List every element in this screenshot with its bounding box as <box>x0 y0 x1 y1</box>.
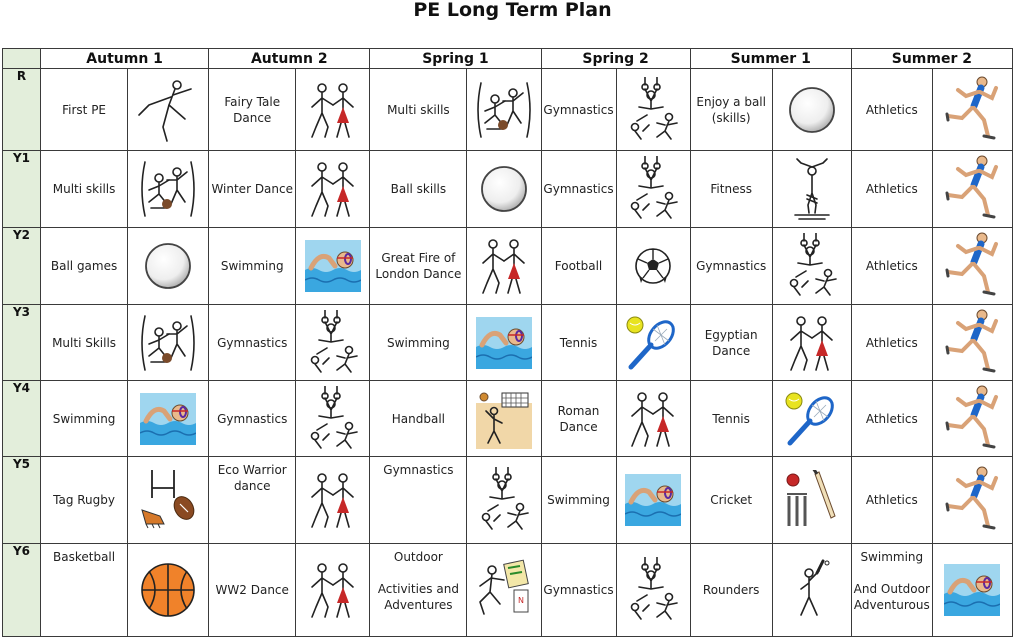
plan-row-y6 <box>3 544 1013 637</box>
runner-icon <box>933 153 1012 225</box>
activity-label: Athletics <box>865 411 918 426</box>
gymnastics-rings-icon <box>296 310 369 376</box>
year-label: Y6 <box>3 544 41 637</box>
activity-picture-cell <box>616 69 690 151</box>
activity-cell-summer-2 <box>851 305 932 381</box>
activity-label: Athletics <box>865 102 918 117</box>
activity-cell-autumn-1 <box>41 151 128 228</box>
activity-picture-cell <box>467 544 541 637</box>
activity-picture-cell <box>616 544 690 637</box>
activity-label: Swimming <box>220 259 284 273</box>
activity-cell-summer-2 <box>851 69 932 151</box>
activity-cell-spring-2 <box>541 457 616 544</box>
ball-icon <box>467 164 540 214</box>
activity-label: Gymnastics <box>383 463 454 477</box>
activity-label: First PE <box>62 102 107 117</box>
activity-cell-spring-1 <box>370 381 467 457</box>
term-header-autumn-2: Autumn 2 <box>209 49 370 69</box>
activity-label: Gymnastics <box>696 259 767 273</box>
activity-picture-cell <box>616 381 690 457</box>
activity-picture-cell <box>932 457 1012 544</box>
activity-picture-cell <box>616 305 690 381</box>
activity-cell-spring-2 <box>541 381 616 457</box>
tennis-icon <box>617 315 690 371</box>
activity-cell-summer-2 <box>851 381 932 457</box>
activity-picture-cell <box>128 544 209 637</box>
activity-label: Egyptian Dance <box>704 327 758 358</box>
activity-picture-cell <box>932 381 1012 457</box>
activity-picture-cell <box>467 228 541 305</box>
activity-cell-summer-2 <box>851 228 932 305</box>
swimmer-icon <box>617 474 690 526</box>
activity-picture-cell <box>296 305 370 381</box>
activity-label: Multi skills <box>52 182 116 196</box>
activity-cell-summer-1 <box>690 544 772 637</box>
activity-label: Gymnastics <box>543 583 614 597</box>
activity-cell-spring-2 <box>541 544 616 637</box>
activity-label: Multi skills <box>387 102 450 117</box>
activity-label: Ball games <box>50 259 118 273</box>
activity-label: Gymnastics <box>543 102 614 117</box>
activity-cell-spring-1 <box>370 305 467 381</box>
activity-picture-cell <box>296 457 370 544</box>
activity-picture-cell <box>932 228 1012 305</box>
couple-dancing-icon <box>617 388 690 450</box>
rounders-icon <box>773 559 851 621</box>
activity-cell-summer-1 <box>690 381 772 457</box>
activity-cell-summer-1 <box>690 228 772 305</box>
activity-label: Ball skills <box>390 182 447 196</box>
activity-label: Basketball <box>53 550 116 564</box>
cricket-icon <box>773 470 851 530</box>
activity-cell-spring-2 <box>541 305 616 381</box>
activity-picture-cell <box>128 457 209 544</box>
couple-dancing-icon <box>467 235 540 297</box>
handball-icon <box>467 389 540 449</box>
activity-picture-cell <box>772 228 851 305</box>
activity-cell-autumn-2 <box>209 151 296 228</box>
runner-icon <box>933 230 1012 302</box>
activity-cell-autumn-2 <box>209 544 296 637</box>
plan-row-y5 <box>3 457 1013 544</box>
activity-picture-cell <box>128 151 209 228</box>
activity-picture-cell <box>772 544 851 637</box>
gymnastics-rings-icon <box>296 386 369 452</box>
gymnastics-rings-icon <box>617 77 690 143</box>
activity-cell-spring-1 <box>370 457 467 544</box>
activity-cell-spring-1 <box>370 228 467 305</box>
couple-dancing-icon <box>296 158 369 220</box>
multi-skills-icon <box>128 312 208 374</box>
plan-row-y4 <box>3 381 1013 457</box>
activity-label: Gymnastics <box>543 182 614 196</box>
activity-cell-summer-1 <box>690 151 772 228</box>
runner-icon <box>933 307 1012 379</box>
basketball-icon <box>128 561 208 619</box>
activity-picture-cell <box>467 151 541 228</box>
term-header-summer-1: Summer 1 <box>690 49 851 69</box>
header-row <box>3 49 1013 69</box>
couple-dancing-icon <box>296 79 369 141</box>
rugby-icon <box>128 468 208 532</box>
activity-label: WW2 Dance <box>215 583 289 597</box>
activity-cell-autumn-1 <box>41 69 128 151</box>
activity-label: Eco Warrior dance <box>217 463 287 493</box>
activity-label: Great Fire of London Dance <box>375 251 462 281</box>
couple-dancing-icon <box>296 469 369 531</box>
activity-label: Swimming And Outdoor Adventurous <box>853 550 930 612</box>
activity-label: Football <box>554 259 603 273</box>
term-header-spring-2: Spring 2 <box>541 49 690 69</box>
orienteering-icon <box>467 558 540 622</box>
activity-label: Cricket <box>710 493 753 507</box>
activity-picture-cell <box>932 544 1012 637</box>
fitness-icon <box>773 157 851 221</box>
activity-picture-cell <box>128 69 209 151</box>
activity-picture-cell <box>772 305 851 381</box>
activity-label: Roman Dance <box>557 403 600 434</box>
activity-label: Athletics <box>865 335 918 350</box>
activity-cell-autumn-2 <box>209 69 296 151</box>
term-header-autumn-1: Autumn 1 <box>41 49 209 69</box>
year-label: Y5 <box>3 457 41 544</box>
activity-picture-cell <box>616 457 690 544</box>
runner-icon <box>933 74 1012 146</box>
activity-cell-autumn-1 <box>41 228 128 305</box>
activity-cell-autumn-2 <box>209 457 296 544</box>
gymnastics-rings-icon <box>773 233 851 299</box>
activity-picture-cell <box>772 69 851 151</box>
activity-picture-cell <box>467 305 541 381</box>
activity-cell-spring-2 <box>541 151 616 228</box>
tennis-icon <box>773 391 851 447</box>
plan-row-y1 <box>3 151 1013 228</box>
activity-picture-cell <box>128 228 209 305</box>
activity-picture-cell <box>296 151 370 228</box>
term-header-spring-1: Spring 1 <box>370 49 541 69</box>
activity-label: Athletics <box>865 182 918 196</box>
activity-label: Handball <box>391 411 445 426</box>
plan-row-y2 <box>3 228 1013 305</box>
activity-cell-summer-2 <box>851 544 932 637</box>
activity-cell-summer-1 <box>690 305 772 381</box>
activity-label: Fairy Tale Dance <box>224 94 281 125</box>
activity-picture-cell <box>128 305 209 381</box>
activity-picture-cell <box>616 151 690 228</box>
activity-label: Tag Rugby <box>53 493 115 507</box>
activity-picture-cell <box>932 305 1012 381</box>
activity-label: Multi Skills <box>52 335 117 350</box>
swimmer-icon <box>296 240 369 292</box>
year-label: Y1 <box>3 151 41 228</box>
swimmer-icon <box>467 317 540 369</box>
activity-picture-cell <box>932 151 1012 228</box>
activity-picture-cell <box>467 381 541 457</box>
activity-cell-summer-2 <box>851 151 932 228</box>
svg-text:N: N <box>517 596 524 605</box>
activity-picture-cell <box>772 381 851 457</box>
couple-dancing-icon <box>773 312 851 374</box>
plan-row-y3 <box>3 305 1013 381</box>
gymnastics-rings-icon <box>617 156 690 222</box>
activity-picture-cell <box>296 381 370 457</box>
activity-cell-spring-2 <box>541 69 616 151</box>
activity-label: Athletics <box>865 259 918 273</box>
activity-cell-autumn-1 <box>41 457 128 544</box>
year-label: Y4 <box>3 381 41 457</box>
activity-label: Gymnastics <box>217 335 288 350</box>
ball-icon <box>773 85 851 135</box>
activity-cell-summer-2 <box>851 457 932 544</box>
activity-label: Rounders <box>702 583 760 597</box>
activity-picture-cell <box>467 69 541 151</box>
activity-picture-cell <box>932 69 1012 151</box>
activity-picture-cell <box>128 381 209 457</box>
activity-cell-spring-1 <box>370 151 467 228</box>
activity-cell-autumn-2 <box>209 305 296 381</box>
activity-label: Outdoor Activities and Adventures <box>377 550 459 612</box>
activity-cell-autumn-1 <box>41 544 128 637</box>
couple-dancing-icon <box>296 559 369 621</box>
activity-label: Enjoy a ball (skills) <box>696 94 766 125</box>
activity-picture-cell <box>772 457 851 544</box>
ball-icon <box>128 241 208 291</box>
gymnastics-rings-icon <box>617 557 690 623</box>
activity-label: Swimming <box>547 493 610 507</box>
activity-label: Gymnastics <box>217 411 288 426</box>
activity-cell-autumn-2 <box>209 228 296 305</box>
activity-label: Athletics <box>865 493 918 507</box>
year-label: Y2 <box>3 228 41 305</box>
activity-cell-autumn-1 <box>41 305 128 381</box>
activity-picture-cell <box>616 228 690 305</box>
corner-cell <box>3 49 41 69</box>
activity-label: Swimming <box>387 335 450 350</box>
multi-skills-icon <box>128 158 208 220</box>
football-icon <box>617 246 690 286</box>
runner-icon <box>933 464 1012 536</box>
activity-cell-spring-1 <box>370 69 467 151</box>
activity-picture-cell <box>772 151 851 228</box>
year-label: R <box>3 69 41 151</box>
plan-row-r <box>3 69 1013 151</box>
activity-picture-cell <box>296 69 370 151</box>
activity-cell-summer-1 <box>690 69 772 151</box>
swimmer-icon <box>933 564 1012 616</box>
activity-picture-cell <box>296 544 370 637</box>
activity-label: Tennis <box>559 335 598 350</box>
activity-label: Swimming <box>52 411 116 426</box>
activity-cell-autumn-2 <box>209 381 296 457</box>
activity-label: Fitness <box>710 182 752 196</box>
activity-cell-autumn-1 <box>41 381 128 457</box>
runner-icon <box>933 383 1012 455</box>
swimmer-icon <box>128 393 208 445</box>
gymnastics-rings-icon <box>467 467 540 533</box>
term-header-summer-2: Summer 2 <box>851 49 1012 69</box>
year-label: Y3 <box>3 305 41 381</box>
dancer-pose-icon <box>128 75 208 145</box>
activity-cell-spring-2 <box>541 228 616 305</box>
activity-cell-spring-1 <box>370 544 467 637</box>
activity-label: Tennis <box>712 411 750 426</box>
multi-skills-icon <box>467 79 540 141</box>
activity-picture-cell <box>467 457 541 544</box>
activity-label: Winter Dance <box>211 182 293 196</box>
plan-table <box>2 48 1013 637</box>
activity-cell-summer-1 <box>690 457 772 544</box>
page-title: PE Long Term Plan <box>413 0 612 21</box>
activity-picture-cell <box>296 228 370 305</box>
